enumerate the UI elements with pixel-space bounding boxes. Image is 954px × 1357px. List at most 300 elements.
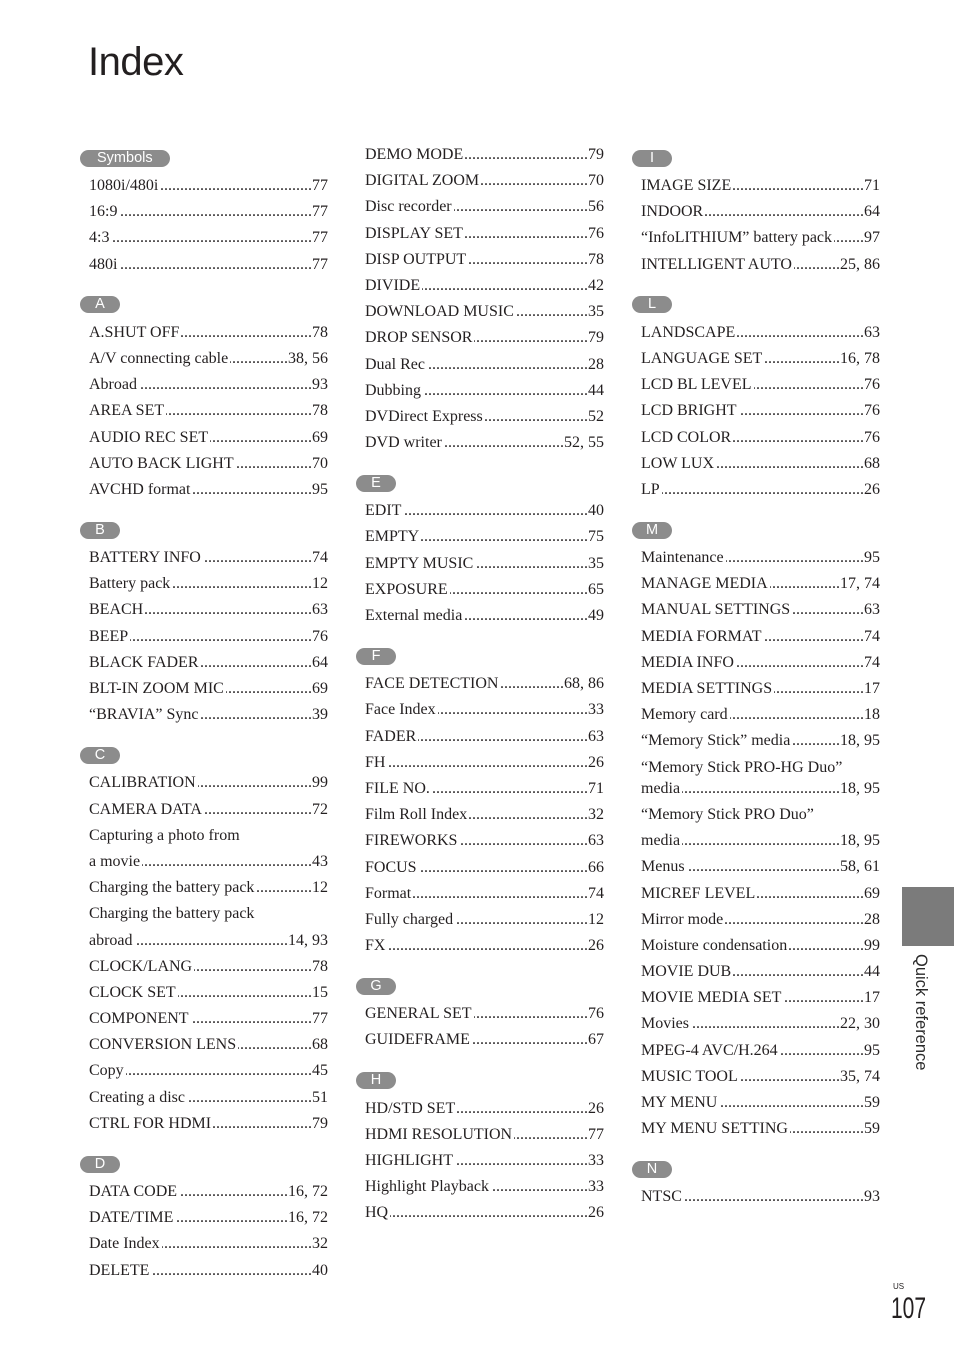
- index-entry: [356, 1027, 604, 1053]
- entry-page-numbers: 67: [588, 1031, 604, 1049]
- dot-leader: [450, 577, 588, 603]
- dot-leader: [474, 325, 588, 351]
- index-entry: [356, 1174, 604, 1200]
- entry-term: MANAGE MEDIA: [641, 575, 768, 593]
- entry-term: LANDSCAPE: [641, 323, 736, 341]
- index-entry: [632, 1011, 880, 1037]
- entry-page-numbers: 28: [588, 355, 604, 373]
- entry-page-numbers: 74: [312, 549, 328, 567]
- dot-leader: [682, 828, 840, 854]
- entry-term: HQ: [365, 1204, 389, 1222]
- dot-leader: [413, 881, 588, 907]
- section-letter-badge: A: [80, 296, 120, 313]
- dot-leader: [166, 398, 312, 424]
- entry-page-numbers: 63: [864, 601, 880, 619]
- dot-leader: [468, 247, 588, 273]
- dot-leader: [736, 650, 864, 676]
- entry-page-numbers: 18, 95: [840, 779, 880, 797]
- dot-leader: [178, 980, 312, 1006]
- index-entry: [80, 797, 328, 823]
- entry-page-numbers: 74: [864, 627, 880, 645]
- dot-leader: [705, 199, 864, 225]
- index-entry: [80, 477, 328, 503]
- entry-term: LCD BL LEVEL: [641, 376, 752, 394]
- dot-leader: [464, 603, 588, 629]
- section-letter-badge: G: [356, 978, 396, 995]
- dot-leader: [739, 398, 864, 424]
- entry-term: Abroad: [89, 376, 137, 394]
- section-heading-row: [80, 728, 328, 770]
- entry-term: DELETE: [89, 1261, 150, 1279]
- entry-term: AVCHD format: [89, 480, 191, 498]
- entry-page-numbers: 99: [864, 936, 880, 954]
- section-heading-row: [356, 456, 604, 498]
- dot-leader: [719, 1090, 864, 1116]
- index-entry: [80, 1179, 328, 1205]
- entry-term: 480i: [89, 255, 118, 273]
- index-entry: [80, 398, 328, 424]
- entry-page-numbers: 39: [312, 706, 328, 724]
- entry-page-numbers: 32: [312, 1235, 328, 1253]
- entry-term: Capturing a photo from: [89, 826, 240, 844]
- dot-leader: [491, 1174, 588, 1200]
- entry-term: MEDIA SETTINGS: [641, 680, 773, 697]
- index-entry: [356, 881, 604, 907]
- index-section: [356, 959, 604, 1053]
- entry-page-numbers: 26: [588, 753, 604, 771]
- dot-leader: [481, 168, 588, 194]
- entry-term: DATA CODE: [89, 1183, 178, 1200]
- dot-leader: [790, 1116, 864, 1142]
- entry-term: FIREWORKS: [365, 832, 458, 850]
- entry-term: DATE/TIME: [89, 1209, 174, 1227]
- dot-leader: [418, 724, 588, 750]
- index-entry: [632, 477, 880, 503]
- entry-term: Creating a disc: [89, 1088, 185, 1106]
- entry-term: Menus: [641, 858, 685, 876]
- entry-page-numbers: 76: [588, 224, 604, 242]
- dot-leader: [455, 907, 588, 933]
- index-entry: [80, 702, 328, 728]
- entry-page-numbers: 78: [312, 402, 328, 420]
- index-entry: [80, 252, 328, 278]
- entry-page-numbers: 17: [864, 989, 880, 1007]
- entry-page-numbers: 76: [312, 627, 328, 645]
- entry-page-numbers: 63: [588, 832, 604, 850]
- section-tab-label: Quick reference: [912, 954, 930, 1071]
- entry-page-numbers: 44: [864, 963, 880, 981]
- dot-leader: [119, 252, 312, 278]
- dot-leader: [142, 849, 312, 875]
- index-entry: [80, 320, 328, 346]
- entry-page-numbers: 77: [312, 1010, 328, 1028]
- dot-leader: [682, 776, 840, 802]
- index-entry: [632, 1116, 880, 1142]
- index-entry: [80, 372, 328, 398]
- dot-leader: [691, 1011, 840, 1037]
- index-entry: [80, 1032, 328, 1058]
- dot-leader: [226, 676, 312, 702]
- dot-leader: [783, 985, 864, 1011]
- entry-page-numbers: 68: [864, 454, 880, 472]
- entry-page-numbers: 78: [312, 957, 328, 975]
- index-section: [80, 131, 328, 278]
- entry-term: HIGHLIGHT: [365, 1152, 453, 1169]
- entry-term: Charging the battery pack: [89, 879, 255, 897]
- dot-leader: [179, 1179, 288, 1205]
- entry-page-numbers: 76: [864, 402, 880, 420]
- entry-term: EDIT: [365, 502, 402, 520]
- entry-term: DISP OUTPUT: [365, 250, 467, 268]
- entry-term: INTELLIGENT AUTO: [641, 255, 792, 273]
- index-entry: [356, 194, 604, 220]
- index-entry: [632, 320, 880, 346]
- section-letter-badge: H: [356, 1072, 396, 1089]
- index-entry: [632, 828, 880, 854]
- section-heading-row: [356, 1054, 604, 1096]
- entry-term: DEMO MODE: [365, 146, 464, 163]
- dot-leader: [432, 776, 588, 802]
- index-entry: [356, 933, 604, 959]
- entry-term: CLOCK SET: [89, 983, 176, 1001]
- entry-term: CONVERSION LENS: [89, 1036, 237, 1054]
- dot-leader: [662, 477, 864, 503]
- index-entry: [632, 676, 880, 702]
- entry-term: IMAGE SIZE: [641, 177, 732, 194]
- index-entry: [356, 524, 604, 550]
- section-heading-row: [632, 503, 880, 545]
- entry-page-numbers: 66: [588, 858, 604, 876]
- index-entry: [356, 430, 604, 456]
- index-entry: [80, 901, 328, 927]
- entry-page-numbers: 93: [312, 376, 328, 394]
- dot-leader: [474, 1001, 588, 1027]
- entry-page-numbers: 79: [588, 329, 604, 347]
- dot-leader: [475, 551, 588, 577]
- index-entry: [80, 1085, 328, 1111]
- entry-term: FX: [365, 937, 386, 955]
- entry-term: EMPTY MUSIC: [365, 554, 474, 572]
- entry-term: Face Index: [365, 701, 436, 719]
- entry-term: Highlight Playback: [365, 1178, 489, 1196]
- dot-leader: [454, 194, 588, 220]
- entry-term: BEACH: [89, 601, 144, 619]
- index-entry: [356, 907, 604, 933]
- dot-leader: [725, 907, 864, 933]
- entry-page-numbers: 76: [864, 376, 880, 394]
- entry-term: BATTERY INFO: [89, 549, 201, 567]
- section-letter-badge: I: [632, 150, 672, 167]
- entry-term: Memory card: [641, 706, 728, 724]
- entry-page-numbers: 22, 30: [840, 1015, 880, 1033]
- entry-term: MY MENU: [641, 1094, 718, 1111]
- entry-page-numbers: 26: [588, 937, 604, 955]
- entry-term: Movies: [641, 1015, 689, 1033]
- dot-leader: [789, 933, 864, 959]
- index-entry: [80, 875, 328, 901]
- dot-leader: [737, 320, 864, 346]
- entry-term: MUSIC TOOL: [641, 1067, 738, 1085]
- entry-page-numbers: 95: [864, 549, 880, 567]
- index-entry: [632, 650, 880, 676]
- index-entry: [356, 1096, 604, 1122]
- index-entry: [632, 252, 880, 278]
- index-entry: [356, 802, 604, 828]
- entry-page-numbers: 59: [864, 1120, 880, 1138]
- entry-page-numbers: 28: [864, 910, 880, 928]
- index-entry: [356, 750, 604, 776]
- entry-page-numbers: 58, 61: [840, 858, 880, 876]
- dot-leader: [427, 352, 588, 378]
- entry-term: Date Index: [89, 1235, 160, 1253]
- entry-page-numbers: 56: [588, 198, 604, 216]
- entry-page-numbers: 26: [864, 480, 880, 498]
- index-section: [80, 278, 328, 503]
- index-entry: [80, 676, 328, 702]
- dot-leader: [191, 1006, 312, 1032]
- dot-leader: [204, 797, 312, 823]
- entry-term: “BRAVIA” Sync: [89, 706, 199, 724]
- entry-page-numbers: 77: [312, 177, 328, 194]
- index-entry: [80, 1231, 328, 1257]
- dot-leader: [516, 299, 588, 325]
- entry-page-numbers: 35, 74: [840, 1067, 880, 1085]
- dot-leader: [139, 372, 312, 398]
- index-entry: [356, 273, 604, 299]
- entry-page-numbers: 77: [312, 203, 328, 221]
- entry-page-numbers: 99: [312, 774, 328, 792]
- dot-leader: [465, 221, 588, 247]
- entry-term: LCD COLOR: [641, 428, 732, 446]
- entry-term: External media: [365, 607, 463, 624]
- dot-leader: [770, 571, 840, 597]
- index-entry: [80, 954, 328, 980]
- index-entry: [632, 802, 880, 828]
- index-entry: [80, 1058, 328, 1084]
- entry-term: DIVIDE: [365, 276, 421, 294]
- entry-page-numbers: 16, 72: [288, 1183, 328, 1200]
- entry-term: Charging the battery pack: [89, 905, 255, 923]
- entry-term: INDOOR: [641, 203, 704, 221]
- entry-term: FOCUS: [365, 858, 417, 876]
- index-section: [80, 1137, 328, 1284]
- dot-leader: [145, 597, 312, 623]
- index-entry: [356, 776, 604, 802]
- section-heading-row: [80, 278, 328, 320]
- dot-leader: [238, 1032, 312, 1058]
- entry-term: AUTO BACK LIGHT: [89, 454, 234, 472]
- dot-leader: [194, 954, 312, 980]
- region-code: US: [893, 1282, 905, 1291]
- dot-leader: [754, 372, 865, 398]
- index-entry: [632, 933, 880, 959]
- index-entry: [356, 404, 604, 430]
- entry-page-numbers: 12: [588, 910, 604, 928]
- index-entry: [356, 671, 604, 697]
- index-entry: [80, 770, 328, 796]
- entry-term: 16:9: [89, 203, 118, 221]
- entry-term: Mirror mode: [641, 910, 724, 928]
- entry-term: FADER: [365, 727, 417, 745]
- dot-leader: [201, 650, 313, 676]
- entry-page-numbers: 76: [588, 1005, 604, 1023]
- dot-leader: [111, 225, 312, 251]
- index-entry: [80, 1258, 328, 1284]
- entry-page-numbers: 35: [588, 554, 604, 572]
- index-entry: [356, 168, 604, 194]
- entry-term: DVD writer: [365, 434, 442, 452]
- section-tab-block: [902, 887, 954, 946]
- entry-page-numbers: 79: [588, 146, 604, 163]
- entry-term: BLT-IN ZOOM MIC: [89, 680, 224, 697]
- entry-term: CTRL FOR HDMI: [89, 1114, 212, 1132]
- index-column-3: [632, 131, 880, 1211]
- entry-term: Copy: [89, 1062, 124, 1080]
- index-section: [356, 456, 604, 629]
- entry-page-numbers: 40: [312, 1261, 328, 1279]
- entry-term: MY MENU SETTING: [641, 1120, 788, 1138]
- index-entry: [632, 728, 880, 754]
- section-letter-badge: F: [356, 648, 396, 665]
- entry-page-numbers: 75: [588, 528, 604, 546]
- index-section: [356, 1054, 604, 1227]
- dot-leader: [181, 320, 312, 346]
- dot-leader: [187, 1085, 312, 1111]
- dot-leader: [792, 728, 840, 754]
- index-section: [632, 503, 880, 1142]
- dot-leader: [192, 477, 312, 503]
- dot-leader: [455, 1148, 588, 1174]
- section-letter-badge: B: [80, 522, 120, 539]
- index-entry: [356, 855, 604, 881]
- entry-term: FILE NO.: [365, 779, 430, 797]
- entry-term: Maintenance: [641, 549, 724, 567]
- dot-leader: [834, 225, 864, 251]
- entry-page-numbers: 26: [588, 1204, 604, 1222]
- index-entry: [632, 451, 880, 477]
- dot-leader: [135, 928, 288, 954]
- entry-term: LOW LUX: [641, 454, 715, 472]
- dot-leader: [151, 1258, 312, 1284]
- entry-page-numbers: 43: [312, 852, 328, 870]
- entry-term: AREA SET: [89, 402, 165, 420]
- dot-leader: [687, 854, 840, 880]
- index-entry: [632, 346, 880, 372]
- entry-term: Disc recorder: [365, 198, 452, 216]
- index-section: [632, 131, 880, 278]
- section-heading-row: [80, 131, 328, 173]
- entry-term: media: [641, 832, 681, 850]
- dot-leader: [203, 545, 312, 571]
- entry-page-numbers: 16, 72: [288, 1209, 328, 1227]
- entry-page-numbers: 51: [312, 1088, 328, 1106]
- index-entry: [632, 597, 880, 623]
- dot-leader: [198, 770, 312, 796]
- section-heading-row: [632, 131, 880, 173]
- entry-page-numbers: 63: [588, 727, 604, 745]
- dot-leader: [730, 702, 864, 728]
- entry-page-numbers: 79: [312, 1114, 328, 1132]
- index-entry: [632, 199, 880, 225]
- dot-leader: [421, 524, 588, 550]
- entry-term: CALIBRATION: [89, 774, 196, 792]
- dot-leader: [438, 697, 588, 723]
- entry-term: MEDIA INFO: [641, 653, 734, 671]
- dot-leader: [160, 173, 312, 199]
- entry-page-numbers: 71: [864, 177, 880, 194]
- index-section: [632, 1142, 880, 1210]
- index-section: [356, 629, 604, 959]
- index-entry: [80, 624, 328, 650]
- index-entry: [632, 398, 880, 424]
- entry-page-numbers: 76: [864, 428, 880, 446]
- index-entry: [632, 1038, 880, 1064]
- section-letter-badge: M: [632, 522, 672, 539]
- index-entry: [356, 1148, 604, 1174]
- entry-page-numbers: 59: [864, 1094, 880, 1111]
- entry-page-numbers: 68, 86: [564, 675, 604, 693]
- index-entry: [356, 724, 604, 750]
- entry-page-numbers: 17: [864, 680, 880, 697]
- entry-page-numbers: 65: [588, 580, 604, 598]
- index-entry: [356, 1200, 604, 1226]
- entry-page-numbers: 26: [588, 1099, 604, 1117]
- index-entry: [356, 142, 604, 168]
- section-letter-badge: Symbols: [80, 150, 170, 167]
- entry-page-numbers: 63: [864, 323, 880, 341]
- index-entry: [632, 624, 880, 650]
- entry-page-numbers: 71: [588, 779, 604, 797]
- entry-page-numbers: 69: [312, 428, 328, 446]
- dot-leader: [792, 597, 864, 623]
- entry-page-numbers: 52, 55: [564, 434, 604, 452]
- entry-page-numbers: 15: [312, 983, 328, 1001]
- index-section: [356, 142, 604, 456]
- entry-term: 4:3: [89, 229, 110, 247]
- dot-leader: [403, 498, 588, 524]
- entry-term: LP: [641, 480, 660, 498]
- dot-leader: [256, 875, 312, 901]
- entry-page-numbers: 38, 56: [288, 349, 328, 367]
- dot-leader: [213, 1111, 312, 1137]
- dot-leader: [236, 451, 312, 477]
- dot-leader: [764, 346, 840, 372]
- entry-page-numbers: 44: [588, 381, 604, 399]
- dot-leader: [457, 1096, 588, 1122]
- index-entry: [356, 577, 604, 603]
- index-entry: [632, 1184, 880, 1210]
- entry-page-numbers: 12: [312, 575, 328, 593]
- index-entry: [80, 650, 328, 676]
- entry-page-numbers: 78: [588, 250, 604, 268]
- dot-leader: [444, 430, 564, 456]
- index-entry: [632, 702, 880, 728]
- dot-leader: [472, 1027, 588, 1053]
- index-entry: [80, 451, 328, 477]
- index-entry: [80, 346, 328, 372]
- index-entry: [356, 325, 604, 351]
- entry-page-numbers: 74: [588, 884, 604, 902]
- index-entry: [356, 352, 604, 378]
- entry-term: EXPOSURE: [365, 580, 448, 598]
- index-section: [80, 728, 328, 1137]
- dot-leader: [514, 1122, 588, 1148]
- index-entry: [632, 225, 880, 251]
- index-entry: [632, 985, 880, 1011]
- dot-leader: [716, 451, 864, 477]
- dot-leader: [459, 828, 588, 854]
- dot-leader: [465, 142, 588, 168]
